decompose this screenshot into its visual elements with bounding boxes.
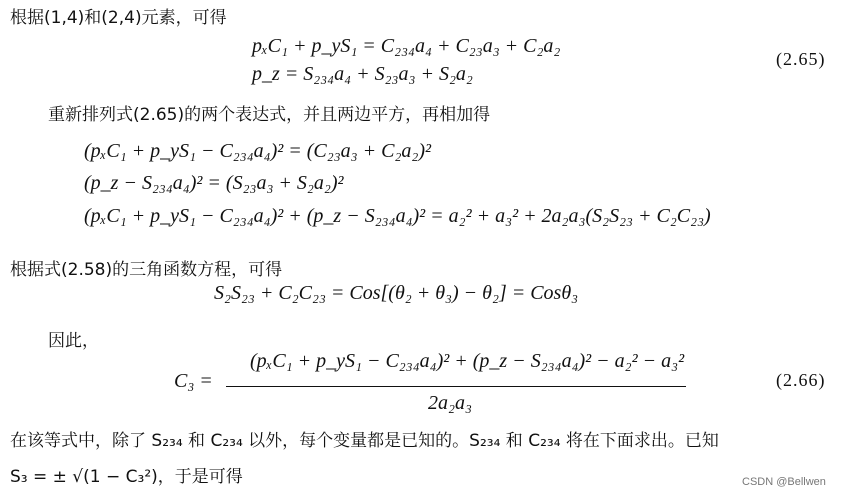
- paragraph-s3: S₃ = ± √(1 − C₃²)，于是可得: [10, 467, 243, 487]
- equation-265-line1: pₓC₁ + p_yS₁ = C₂₃₄a₄ + C₂₃a₃ + C₂a₂: [252, 35, 561, 57]
- paragraph-therefore: 因此，: [48, 331, 99, 351]
- equation-266-fraction: [226, 350, 706, 420]
- paragraph-trig: 根据式(2.58)的三角函数方程，可得: [10, 260, 283, 280]
- equation-265-line2: p_z = S₂₃₄a₄ + S₂₃a₃ + S₂a₂: [252, 63, 473, 85]
- paragraph-known: 在该等式中，除了 S₂₃₄ 和 C₂₃₄ 以外，每个变量都是已知的。S₂₃₄ 和 C₂₃₄ 将在下面求出。已知: [10, 431, 719, 451]
- equation-266-lhs: C₃ =: [174, 370, 213, 392]
- paragraph-rearrange: 重新排列式(2.65)的两个表达式，并且两边平方，再相加得: [48, 105, 491, 125]
- fraction-bar: [226, 386, 686, 387]
- equation-number-265: (2.65): [776, 49, 826, 69]
- equation-266-numerator: (pₓC₁ + p_yS₁ − C₂₃₄a₄)² + (p_z − S₂₃₄a₄)² − a₂² − a₃²: [250, 350, 685, 372]
- equation-squared-2: (p_z − S₂₃₄a₄)² = (S₂₃a₃ + S₂a₂)²: [84, 172, 344, 194]
- equation-trig: S₂S₂₃ + C₂C₂₃ = Cos[(θ₂ + θ₃) − θ₂] = Cosθ₃: [214, 282, 579, 304]
- equation-sum: (pₓC₁ + p_yS₁ − C₂₃₄a₄)² + (p_z − S₂₃₄a₄)² = a₂² + a₃² + 2a₂a₃(S₂S₂₃ + C₂C₂₃): [84, 205, 711, 227]
- equation-266-denominator: 2a₂a₃: [428, 392, 472, 414]
- equation-number-266: (2.66): [776, 370, 826, 390]
- equation-squared-1: (pₓC₁ + p_yS₁ − C₂₃₄a₄)² = (C₂₃a₃ + C₂a₂)²: [84, 140, 432, 162]
- paragraph-intro: 根据(1,4)和(2,4)元素，可得: [10, 8, 227, 28]
- watermark: CSDN @Bellwen: [742, 476, 826, 488]
